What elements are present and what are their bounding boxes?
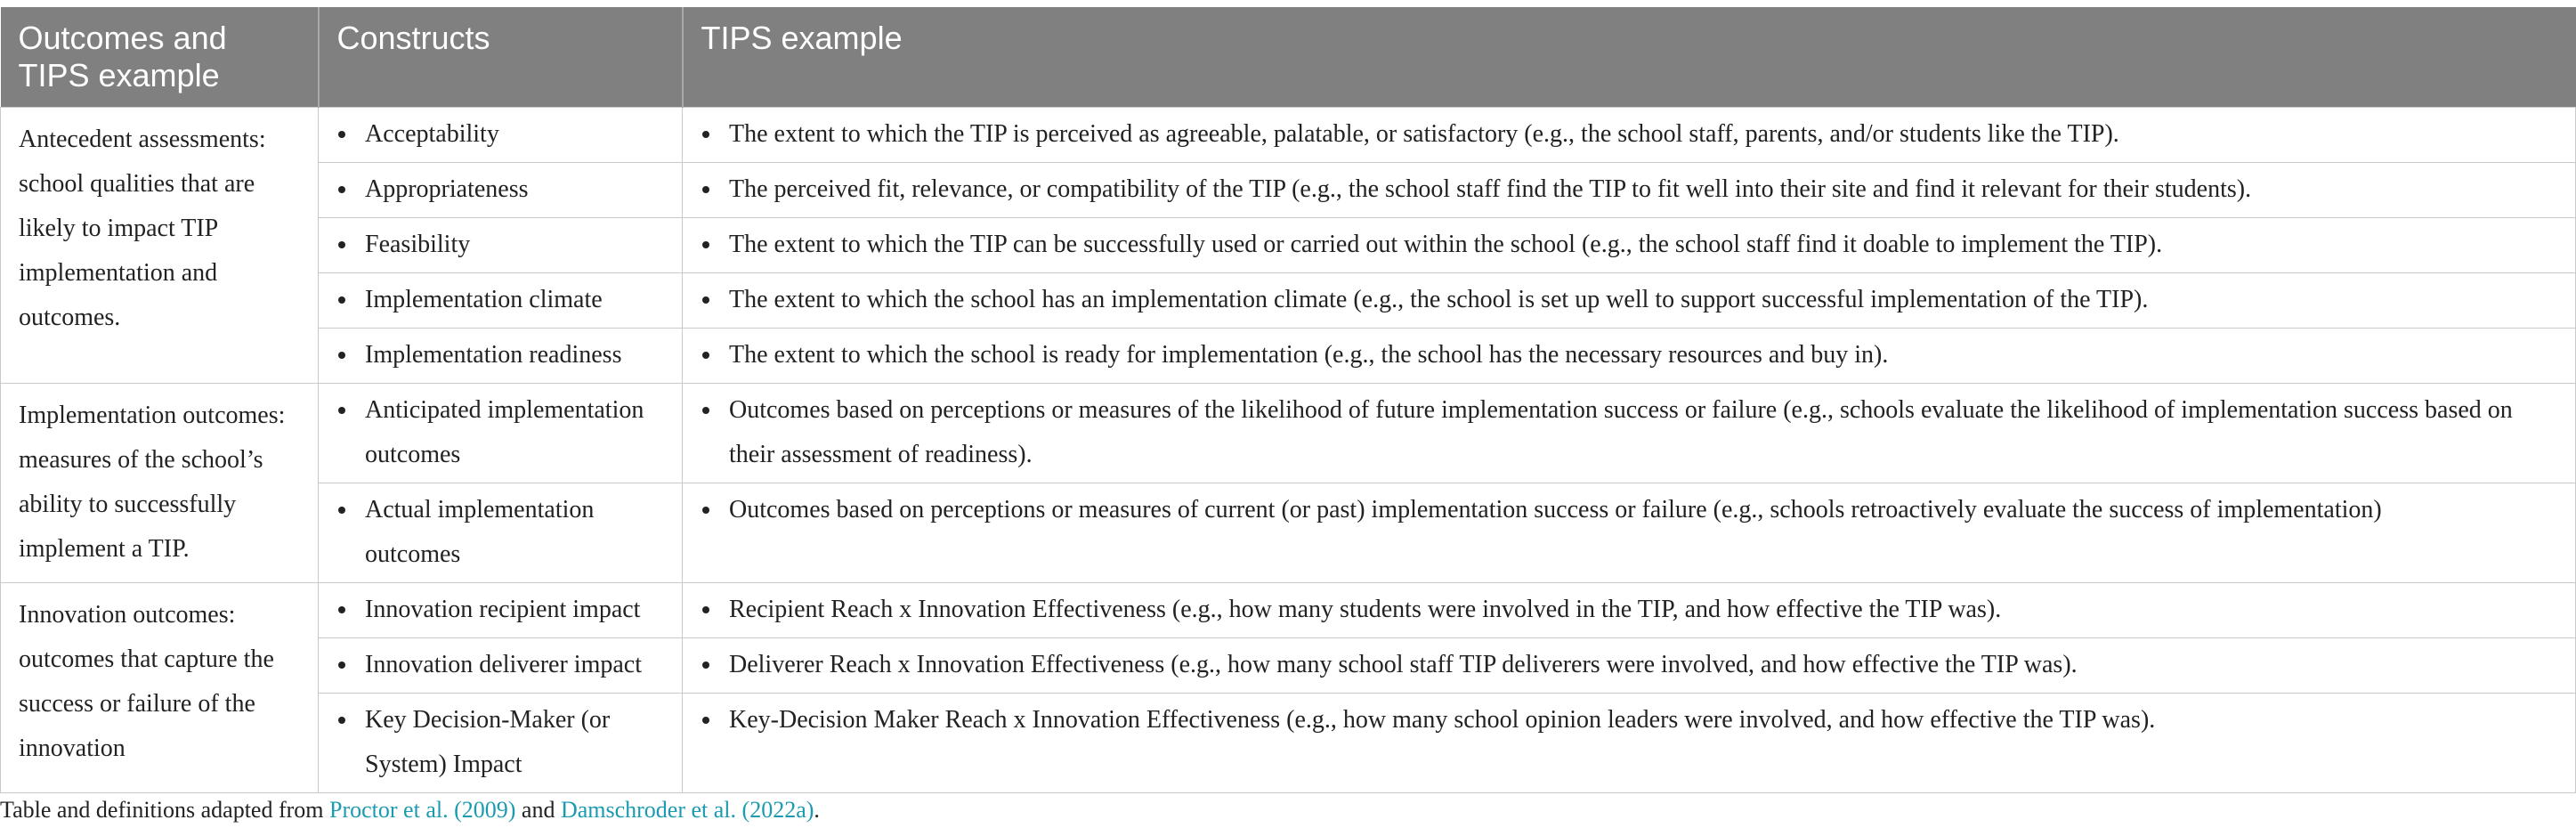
bullet-icon [338, 407, 345, 414]
example-cell: Outcomes based on perceptions or measures of the likelihood of future implementation success or failure (e.g., schools evaluate the likelihood of implementation success based on their assessment of readiness). [683, 384, 2576, 483]
table-row [1, 638, 2576, 694]
table-row [1, 218, 2576, 273]
bullet-icon [338, 186, 345, 193]
table-row [1, 163, 2576, 218]
bullet-icon [702, 131, 709, 138]
construct-cell: Innovation recipient impact [319, 583, 683, 638]
example-cell: The extent to which the TIP can be successfully used or carried out within the school (e.g., the school staff find it doable to implement the TIP). [683, 218, 2576, 273]
footnote-prefix: Table and definitions adapted from [0, 797, 330, 823]
header-constructs: Constructs [319, 7, 683, 108]
table-row [1, 483, 2576, 583]
header-outcomes: Outcomes and TIPS example [1, 7, 319, 108]
bullet-icon [702, 717, 709, 724]
bullet-icon [702, 241, 709, 248]
bullet-icon [338, 352, 345, 359]
bullet-icon [702, 352, 709, 359]
construct-cell: Appropriateness [319, 163, 683, 218]
header-tips-example: TIPS example [683, 7, 2576, 108]
example-cell: The extent to which the school has an implementation climate (e.g., the school is set up well to support successful implementation of the TIP). [683, 273, 2576, 329]
outcomes-table [0, 7, 2576, 793]
table-row [1, 273, 2576, 329]
example-cell: Deliverer Reach x Innovation Effectiveness (e.g., how many school staff TIP deliverers were involved, and how effective the TIP was). [683, 638, 2576, 694]
outcome-cell: Antecedent assessments: school qualities that are likely to impact TIP implementation and outcomes. [1, 108, 319, 384]
bullet-icon [702, 296, 709, 304]
bullet-icon [702, 186, 709, 193]
bullet-icon [338, 507, 345, 514]
bullet-icon [338, 717, 345, 724]
table-row [1, 583, 2576, 638]
citation-link-proctor[interactable]: Proctor et al. (2009) [329, 797, 516, 823]
example-cell: Outcomes based on perceptions or measures of current (or past) implementation success or failure (e.g., schools retroactively evaluate the success of implementation) [683, 483, 2576, 583]
bullet-icon [702, 407, 709, 414]
citation-link-damschroder[interactable]: Damschroder et al. (2022a) [560, 797, 814, 823]
construct-cell: Implementation climate [319, 273, 683, 329]
bullet-icon [338, 241, 345, 248]
example-cell: Key-Decision Maker Reach x Innovation Effectiveness (e.g., how many school opinion leaders were involved, and how effective the TIP was). [683, 694, 2576, 793]
footnote-suffix: . [814, 797, 820, 823]
table-row [1, 694, 2576, 793]
construct-cell: Anticipated implementation outcomes [319, 384, 683, 483]
example-cell: The perceived fit, relevance, or compatibility of the TIP (e.g., the school staff find the TIP to fit well into their site and find it relevant for their students). [683, 163, 2576, 218]
footnote-middle: and [515, 797, 561, 823]
bullet-icon [338, 606, 345, 613]
construct-cell: Implementation readiness [319, 329, 683, 384]
construct-cell: Actual implementation outcomes [319, 483, 683, 583]
outcome-cell: Implementation outcomes: measures of the school’s ability to successfully implement a TIP. [1, 384, 319, 583]
table-row [1, 108, 2576, 163]
table-row [1, 329, 2576, 384]
construct-cell: Acceptability [319, 108, 683, 163]
table-container [0, 7, 2575, 793]
example-cell: The extent to which the TIP is perceived as agreeable, palatable, or satisfactory (e.g., the school staff, parents, and/or students like the TIP). [683, 108, 2576, 163]
example-cell: The extent to which the school is ready for implementation (e.g., the school has the necessary resources and buy in). [683, 329, 2576, 384]
construct-cell: Feasibility [319, 218, 683, 273]
construct-cell: Key Decision-Maker (or System) Impact [319, 694, 683, 793]
example-cell: Recipient Reach x Innovation Effectiveness (e.g., how many students were involved in the TIP, and how effective the TIP was). [683, 583, 2576, 638]
bullet-icon [338, 131, 345, 138]
bullet-icon [702, 507, 709, 514]
table-footnote [0, 795, 820, 825]
table-header-row [1, 7, 2576, 108]
outcome-cell: Innovation outcomes: outcomes that capture the success or failure of the innovation [1, 583, 319, 793]
bullet-icon [338, 296, 345, 304]
table-row [1, 384, 2576, 483]
bullet-icon [702, 661, 709, 669]
bullet-icon [338, 661, 345, 669]
construct-cell: Innovation deliverer impact [319, 638, 683, 694]
bullet-icon [702, 606, 709, 613]
